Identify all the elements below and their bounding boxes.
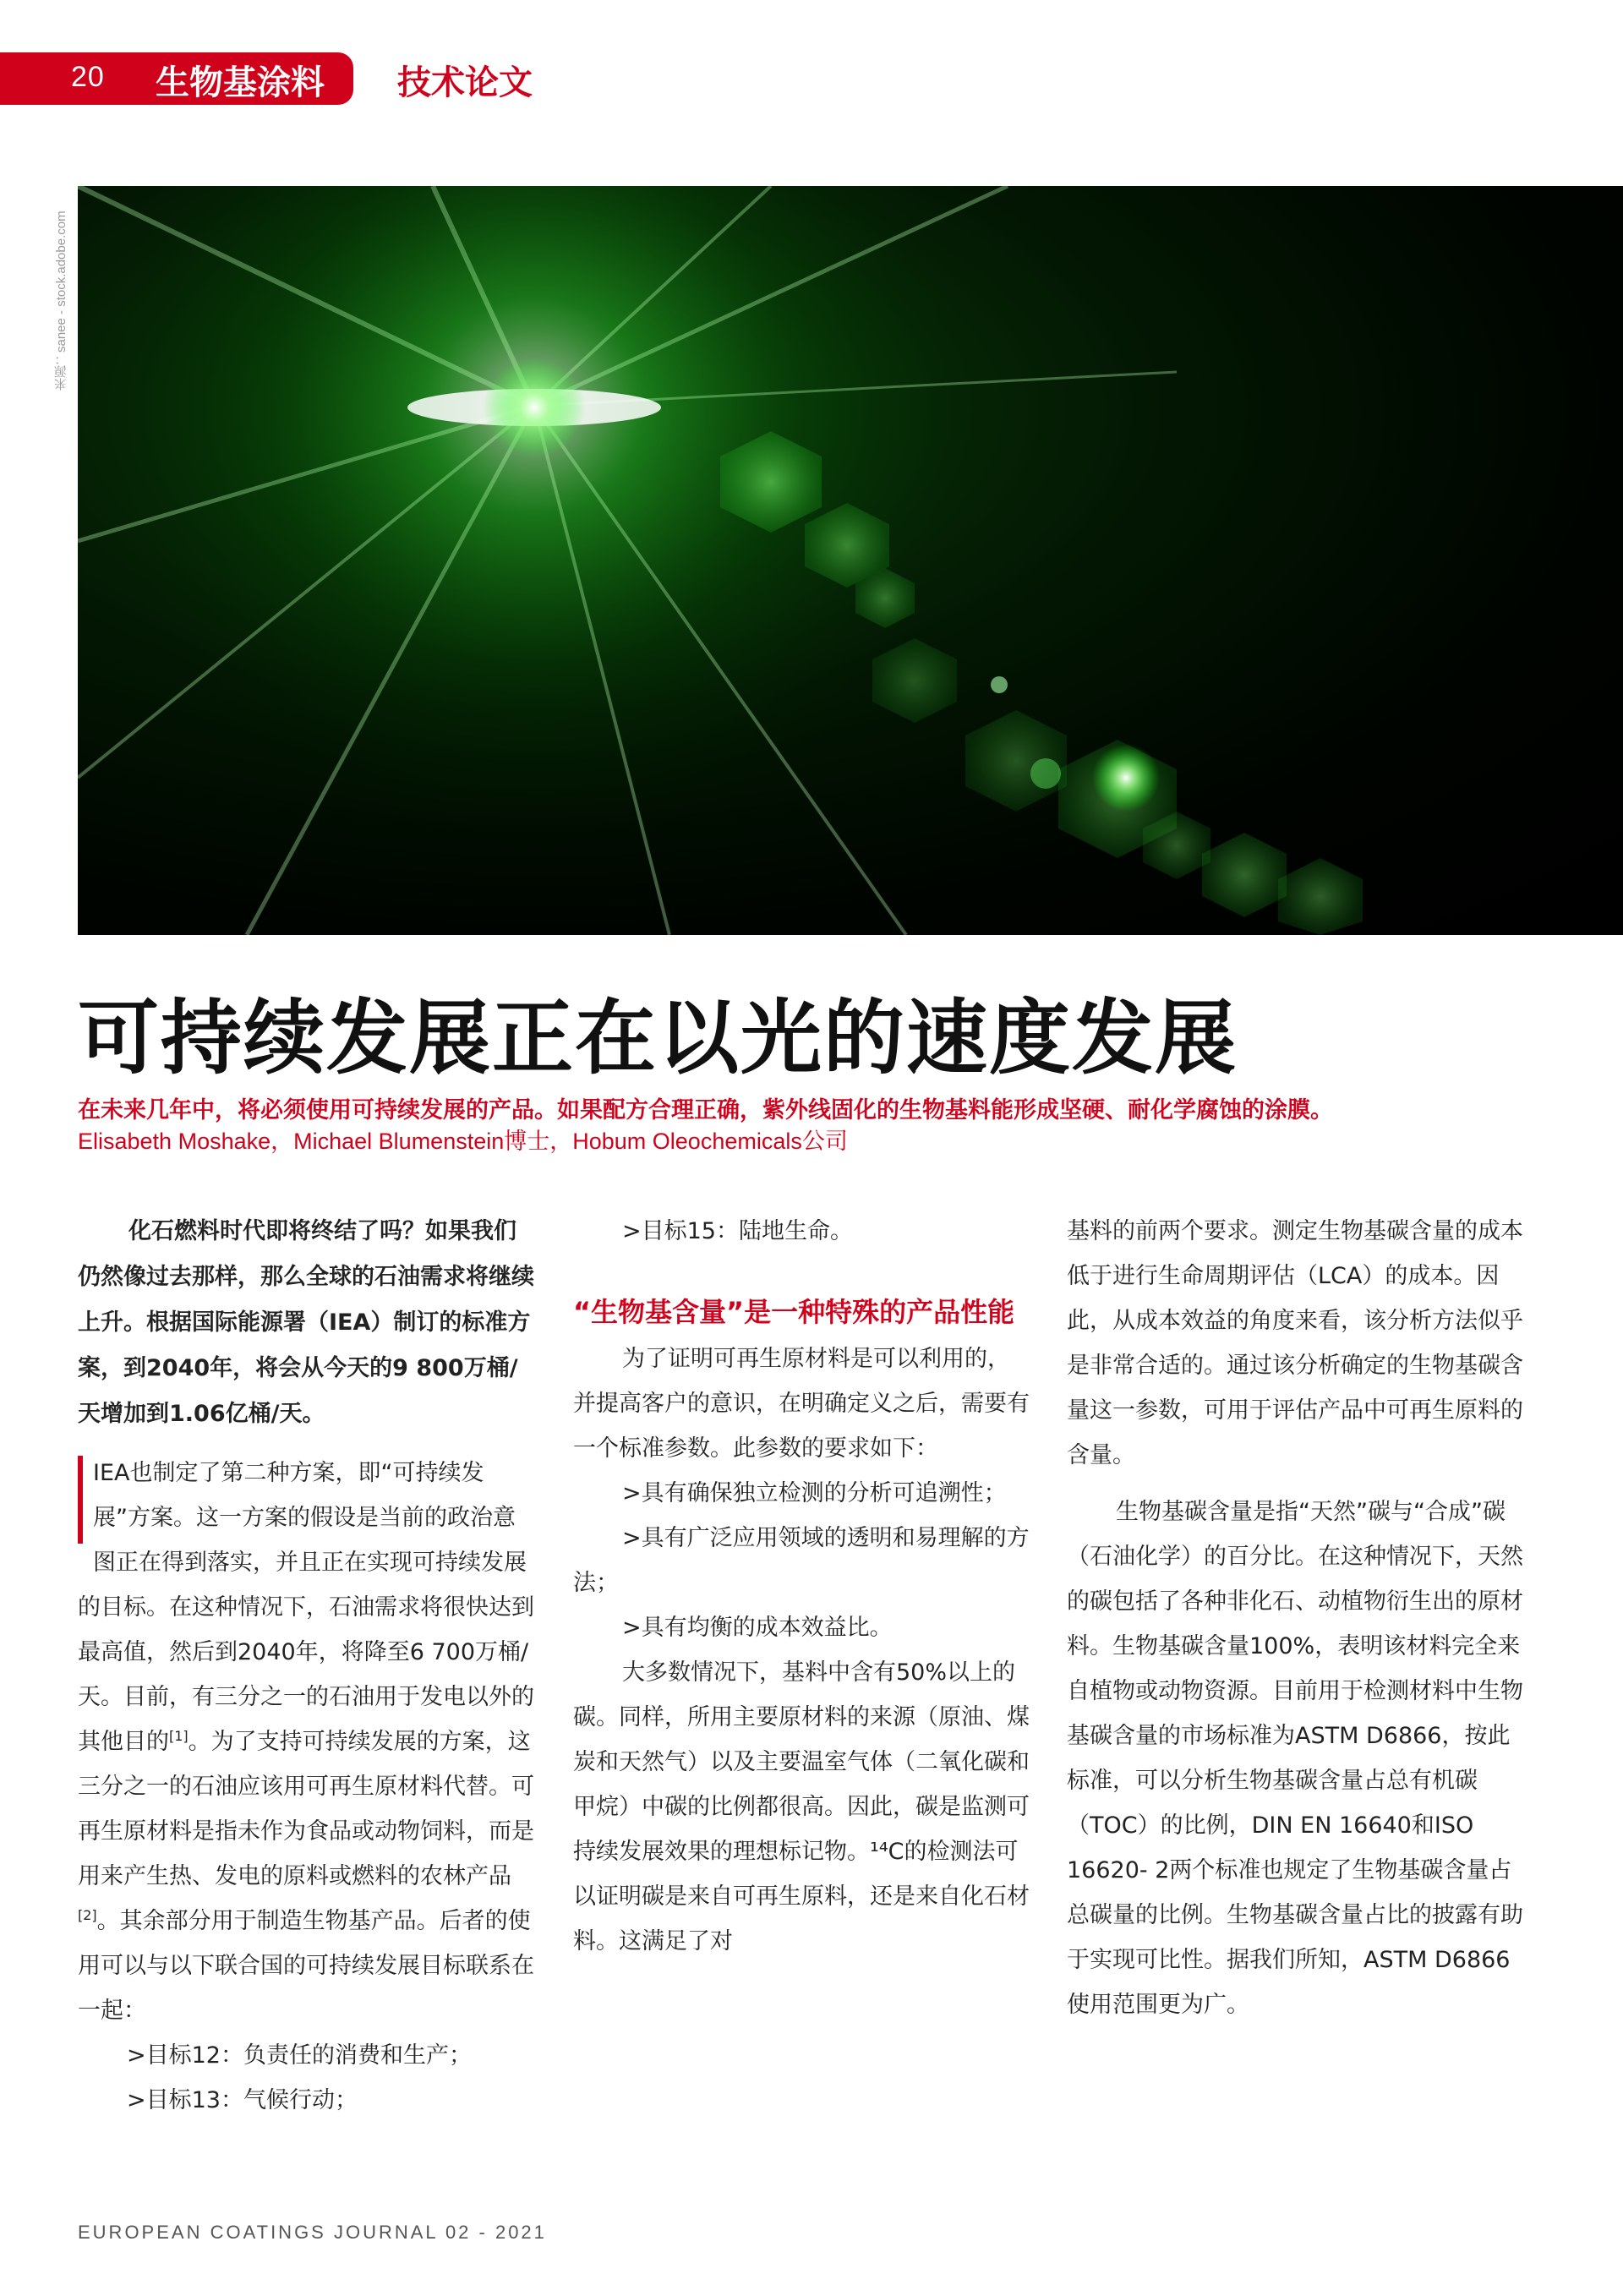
- list-item-goal-15: >目标15：陆地生命。: [622, 1218, 853, 1244]
- body-paragraph: [78, 1451, 534, 2033]
- body-text: IEA也制定了第二种方案，即“可持续发展”方案。这一方案的假设是当前的政治意图正在得到落实，并且正在实现可持续发展的目标。在这种情况下，石油需求将很快达到最高值，然后到2040年，将降至6 700万桶/天。目前，有三分之一的石油用于发电以外的其他目的: [78, 1460, 534, 1755]
- body-text: 。为了支持可持续发展的方案，这三分之一的石油应该用可再生原材料代替。可再生原材料是指未作为食品或动物饲料，而是用来产生热、发电的原料或燃料的农林产品: [78, 1729, 534, 1889]
- page-number: 20: [71, 61, 105, 93]
- article-authors: Elisabeth Moshake，Michael Blumenstein博士，Hobum Oleochemicals公司: [78, 1129, 848, 1154]
- column-1: [78, 1209, 534, 2123]
- drop-cap-bar: [78, 1456, 83, 1544]
- list-item-requirement-2: >具有广泛应用领域的透明和易理解的方法；: [573, 1525, 1030, 1596]
- section-title: 生物基涂料: [156, 63, 325, 102]
- hero-image: [78, 186, 1623, 935]
- list-item-goal-12: >目标12：负责任的消费和生产；: [127, 2042, 472, 2069]
- article-title: 可持续发展正在以光的速度发展: [78, 991, 1238, 1085]
- list-item-requirement-1: >具有确保独立检测的分析可追溯性；: [622, 1480, 1007, 1506]
- journal-footer: EUROPEAN COATINGS JOURNAL 02 - 2021: [78, 2222, 547, 2243]
- list-item-goal-13: >目标13：气候行动；: [127, 2087, 358, 2113]
- lead-paragraph: 化石燃料时代即将终结了吗？如果我们仍然像过去那样，那么全球的石油需求将继续上升。根据国际能源署（IEA）制订的标准方案，到2040年，将会从今天的9 800万桶/天增加到1.06亿桶/天。: [78, 1218, 534, 1427]
- body-paragraph: 基料的前两个要求。测定生物基碳含量的成本低于进行生命周期评估（LCA）的成本。因此，从成本效益的角度来看，该分析方法似乎是非常合适的。通过该分析确定的生物基碳含量这一参数，可用于评估产品中可再生原料的含量。: [1067, 1218, 1523, 1468]
- list-item-requirement-3: >具有均衡的成本效益比。: [622, 1615, 893, 1641]
- body-text: 的检测法可以证明碳是来自可再生原料，还是来自化石材料。这满足了对: [573, 1839, 1030, 1954]
- body-paragraph: [573, 1650, 1030, 1964]
- body-paragraph: 生物基碳含量是指“天然”碳与“合成”碳（石油化学）的百分比。在这种情况下，天然的碳包括了各种非化石、动植物衍生出的原材料。生物基碳含量100%，表明该材料完全来自植物或动物资源。目前用于检测材料中生物基碳含量的市场标准为ASTM D6866，按此标准，可以分析生物基碳含量占总有机碳（TOC）的比例，DIN EN 16640和ISO 16620- 2两个标准也规定了生物基碳含量占总碳量的比例。生物基碳含量占比的披露有助于实现可比性。据我们所知，ASTM D6866使用范围更为广。: [1067, 1499, 1523, 2018]
- article-subtitle: 在未来几年中，将必须使用可持续发展的产品。如果配方合理正确，紫外线固化的生物基料能形成坚硬、耐化学腐蚀的涂膜。: [78, 1097, 1333, 1123]
- reference-2: [2]: [78, 1907, 97, 1923]
- category-label: 技术论文: [397, 63, 533, 102]
- lens-flare-graphic: [78, 186, 1623, 935]
- section-heading: “生物基含量”是一种特殊的产品性能: [573, 1296, 1015, 1328]
- body-text: 大多数情况下，基料中含有50%以上的碳。同样，所用主要原材料的来源（原油、煤炭和天然气）以及主要温室气体（二氧化碳和甲烷）中碳的比例都很高。因此，碳是监测可持续发展效果的理想标记物。: [573, 1659, 1030, 1865]
- column-3: [1067, 1209, 1523, 2027]
- isotope-label: ¹⁴C: [870, 1839, 904, 1865]
- photo-credit: 来源：sanee - stock.adobe.com: [54, 210, 68, 391]
- column-2: [573, 1209, 1030, 1964]
- body-text: 。其余部分用于制造生物基产品。后者的使用可以与以下联合国的可持续发展目标联系在一起：: [78, 1908, 534, 2024]
- body-paragraph: 为了证明可再生原材料是可以利用的，并提高客户的意识，在明确定义之后，需要有一个标准参数。此参数的要求如下：: [573, 1346, 1030, 1462]
- reference-1: [1]: [169, 1728, 189, 1744]
